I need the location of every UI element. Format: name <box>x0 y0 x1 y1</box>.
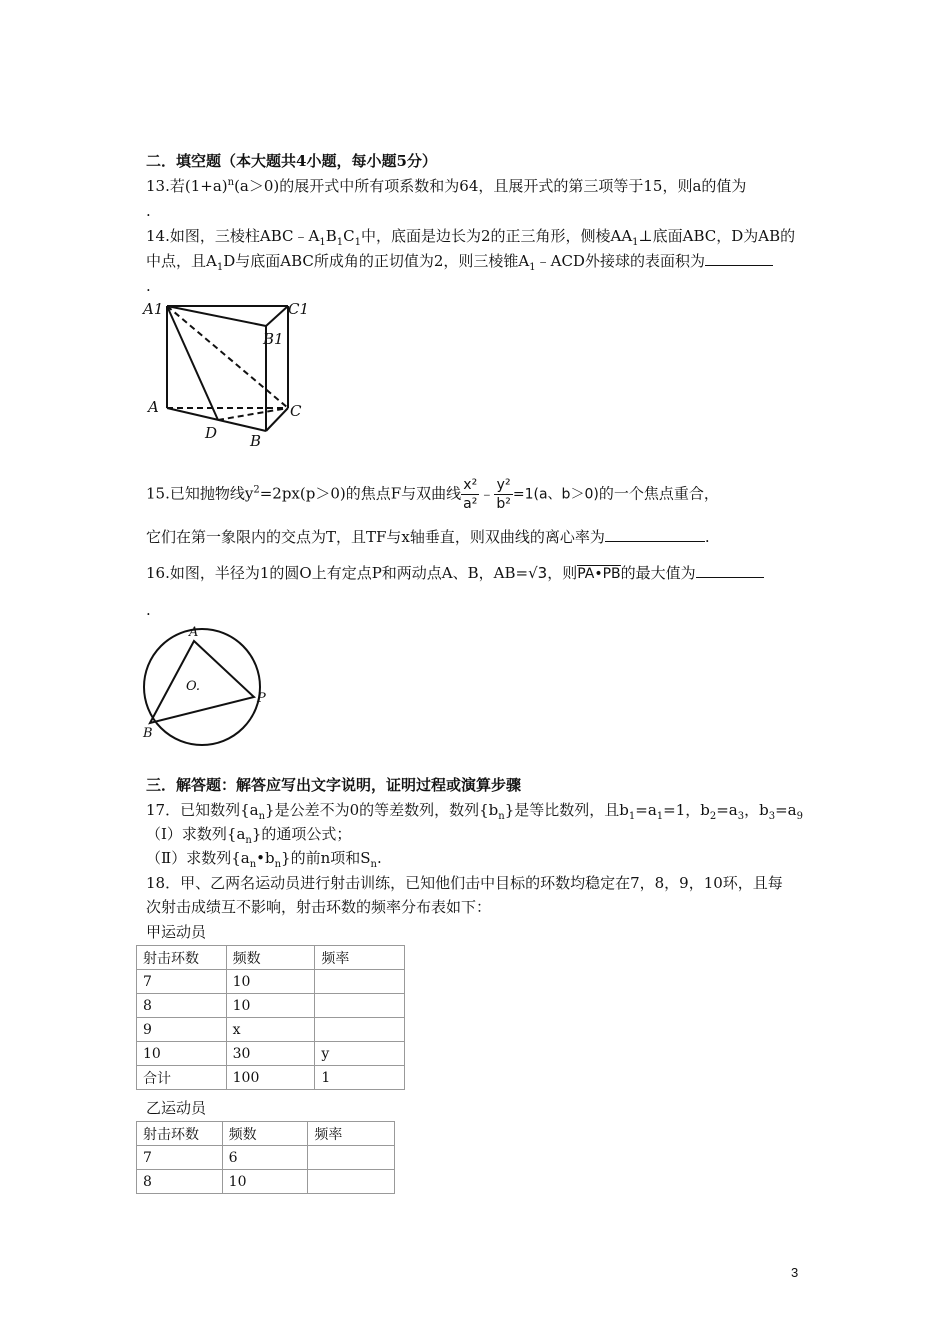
table-header-row <box>137 946 405 970</box>
label-c: C <box>290 402 302 420</box>
question-17-line1: 17．已知数列$\{a_n\}$是公差不为0的等差数列，数列$\{b_n\}$是等比数列，且$b_1=a_1=1$，$b_2=a_3$，$b_3=a_9$ <box>146 801 803 822</box>
table-header-row <box>137 1122 395 1146</box>
question-13: 13.若$(1+a)^n(a>0)$的展开式中所有项系数和为64，且展开式的第三项等于15，则a的值为 <box>146 177 747 195</box>
answer-blank[interactable] <box>705 251 773 266</box>
fraction-y2-b2: $\frac{\text{y²}}{\text{b²}}$ <box>496 477 511 512</box>
answer-blank[interactable] <box>696 563 764 578</box>
table-jia-title: 甲运动员 <box>146 923 207 941</box>
label-b: B <box>250 432 262 448</box>
label-a: A <box>189 625 199 640</box>
label-o: O. <box>186 679 201 694</box>
section2-heading: 二．填空题（本大题共4小题，每小题5分） <box>146 152 437 170</box>
answer-blank[interactable] <box>605 527 705 542</box>
table-yi <box>136 1121 395 1194</box>
header-cell: 射击环数 <box>137 946 227 970</box>
question-16-end: . <box>146 601 151 619</box>
table-row: 8 10 <box>137 994 405 1018</box>
question-16: 16.如图，半径为1的圆O上有定点P和两动点A、B，AB=√3，则PA•PB的最大值为 <box>146 563 764 584</box>
question-14-line1: 14.如图，三棱柱$ABC﹣A_1B_1C_1$中，底面是边长为2的正三角形，侧棱$AA_1\perp$底面ABC，D为AB的 <box>146 227 796 248</box>
header-cell: 频率 <box>315 946 405 970</box>
table-row: 8 10 <box>137 1170 395 1194</box>
question-14-line2: 中点，且$A_1D$与底面ABC所成角的正切值为2，则三棱锥$A_1﹣ACD$外接球的表面积为 <box>146 251 773 271</box>
table-row: 7 6 <box>137 1146 395 1170</box>
header-cell: 频率 <box>308 1122 395 1146</box>
question-15-line1: 15.已知抛物线$y^2=2px(p>0)$的焦点F与双曲线 $\frac{\text{x²}}{\text{a²}}$ ﹣ $\frac{\text{y²}}{\text{b²}}$ =1(a、b＞0)的一个焦点重合， <box>146 477 719 512</box>
question-15-line2: 它们在第一象限内的交点为T，且TF与x轴垂直，则双曲线的离心率为 . <box>146 528 710 546</box>
label-b1: B1 <box>263 330 284 348</box>
table-jia <box>136 945 405 1090</box>
table-row: 9 x <box>137 1018 405 1042</box>
section3-heading: 三．解答题：解答应写出文字说明，证明过程或演算步骤 <box>146 776 522 794</box>
question-14-end: . <box>146 277 151 295</box>
edge-a1d <box>167 306 218 420</box>
header-cell: 频数 <box>226 946 315 970</box>
label-p: P <box>257 691 266 706</box>
table-row: 合计 100 1 <box>137 1066 405 1090</box>
question-17-part1: （Ⅰ）求数列$\{a_n\}$的通项公式； <box>146 825 352 846</box>
question-17-part2: （Ⅱ）求数列$\{a_n•b_n\}$的前n项和$S_n$. <box>146 849 382 870</box>
question-18-line1: 18．甲、乙两名运动员进行射击训练，已知他们击中目标的环数均稳定在7，8，9，10环，且每 <box>146 874 783 892</box>
label-b: B <box>143 726 153 741</box>
edge-a1b1 <box>167 306 266 326</box>
label-a1: A1 <box>143 300 164 318</box>
circle-figure <box>138 622 278 746</box>
label-c1: C1 <box>288 300 310 318</box>
fraction-x2-a2: $\frac{\text{x²}}{\text{a²}}$ <box>463 477 478 512</box>
header-cell: 射击环数 <box>137 1122 223 1146</box>
table-row: 7 10 <box>137 970 405 994</box>
label-d: D <box>205 424 218 442</box>
vector-dot-product: PA•PB <box>577 566 621 582</box>
header-cell: 频数 <box>222 1122 308 1146</box>
prism-figure <box>140 296 310 448</box>
edge-c1b1 <box>266 306 288 326</box>
question-18-line2: 次射击成绩互不影响，射击环数的频率分布表如下： <box>146 898 492 916</box>
table-yi-title: 乙运动员 <box>146 1099 207 1117</box>
triangle-abp <box>150 641 254 723</box>
page-number: 3 <box>791 1265 799 1280</box>
table-row: 10 30 y <box>137 1042 405 1066</box>
question-13-end: . <box>146 202 151 220</box>
label-a: A <box>148 398 159 416</box>
